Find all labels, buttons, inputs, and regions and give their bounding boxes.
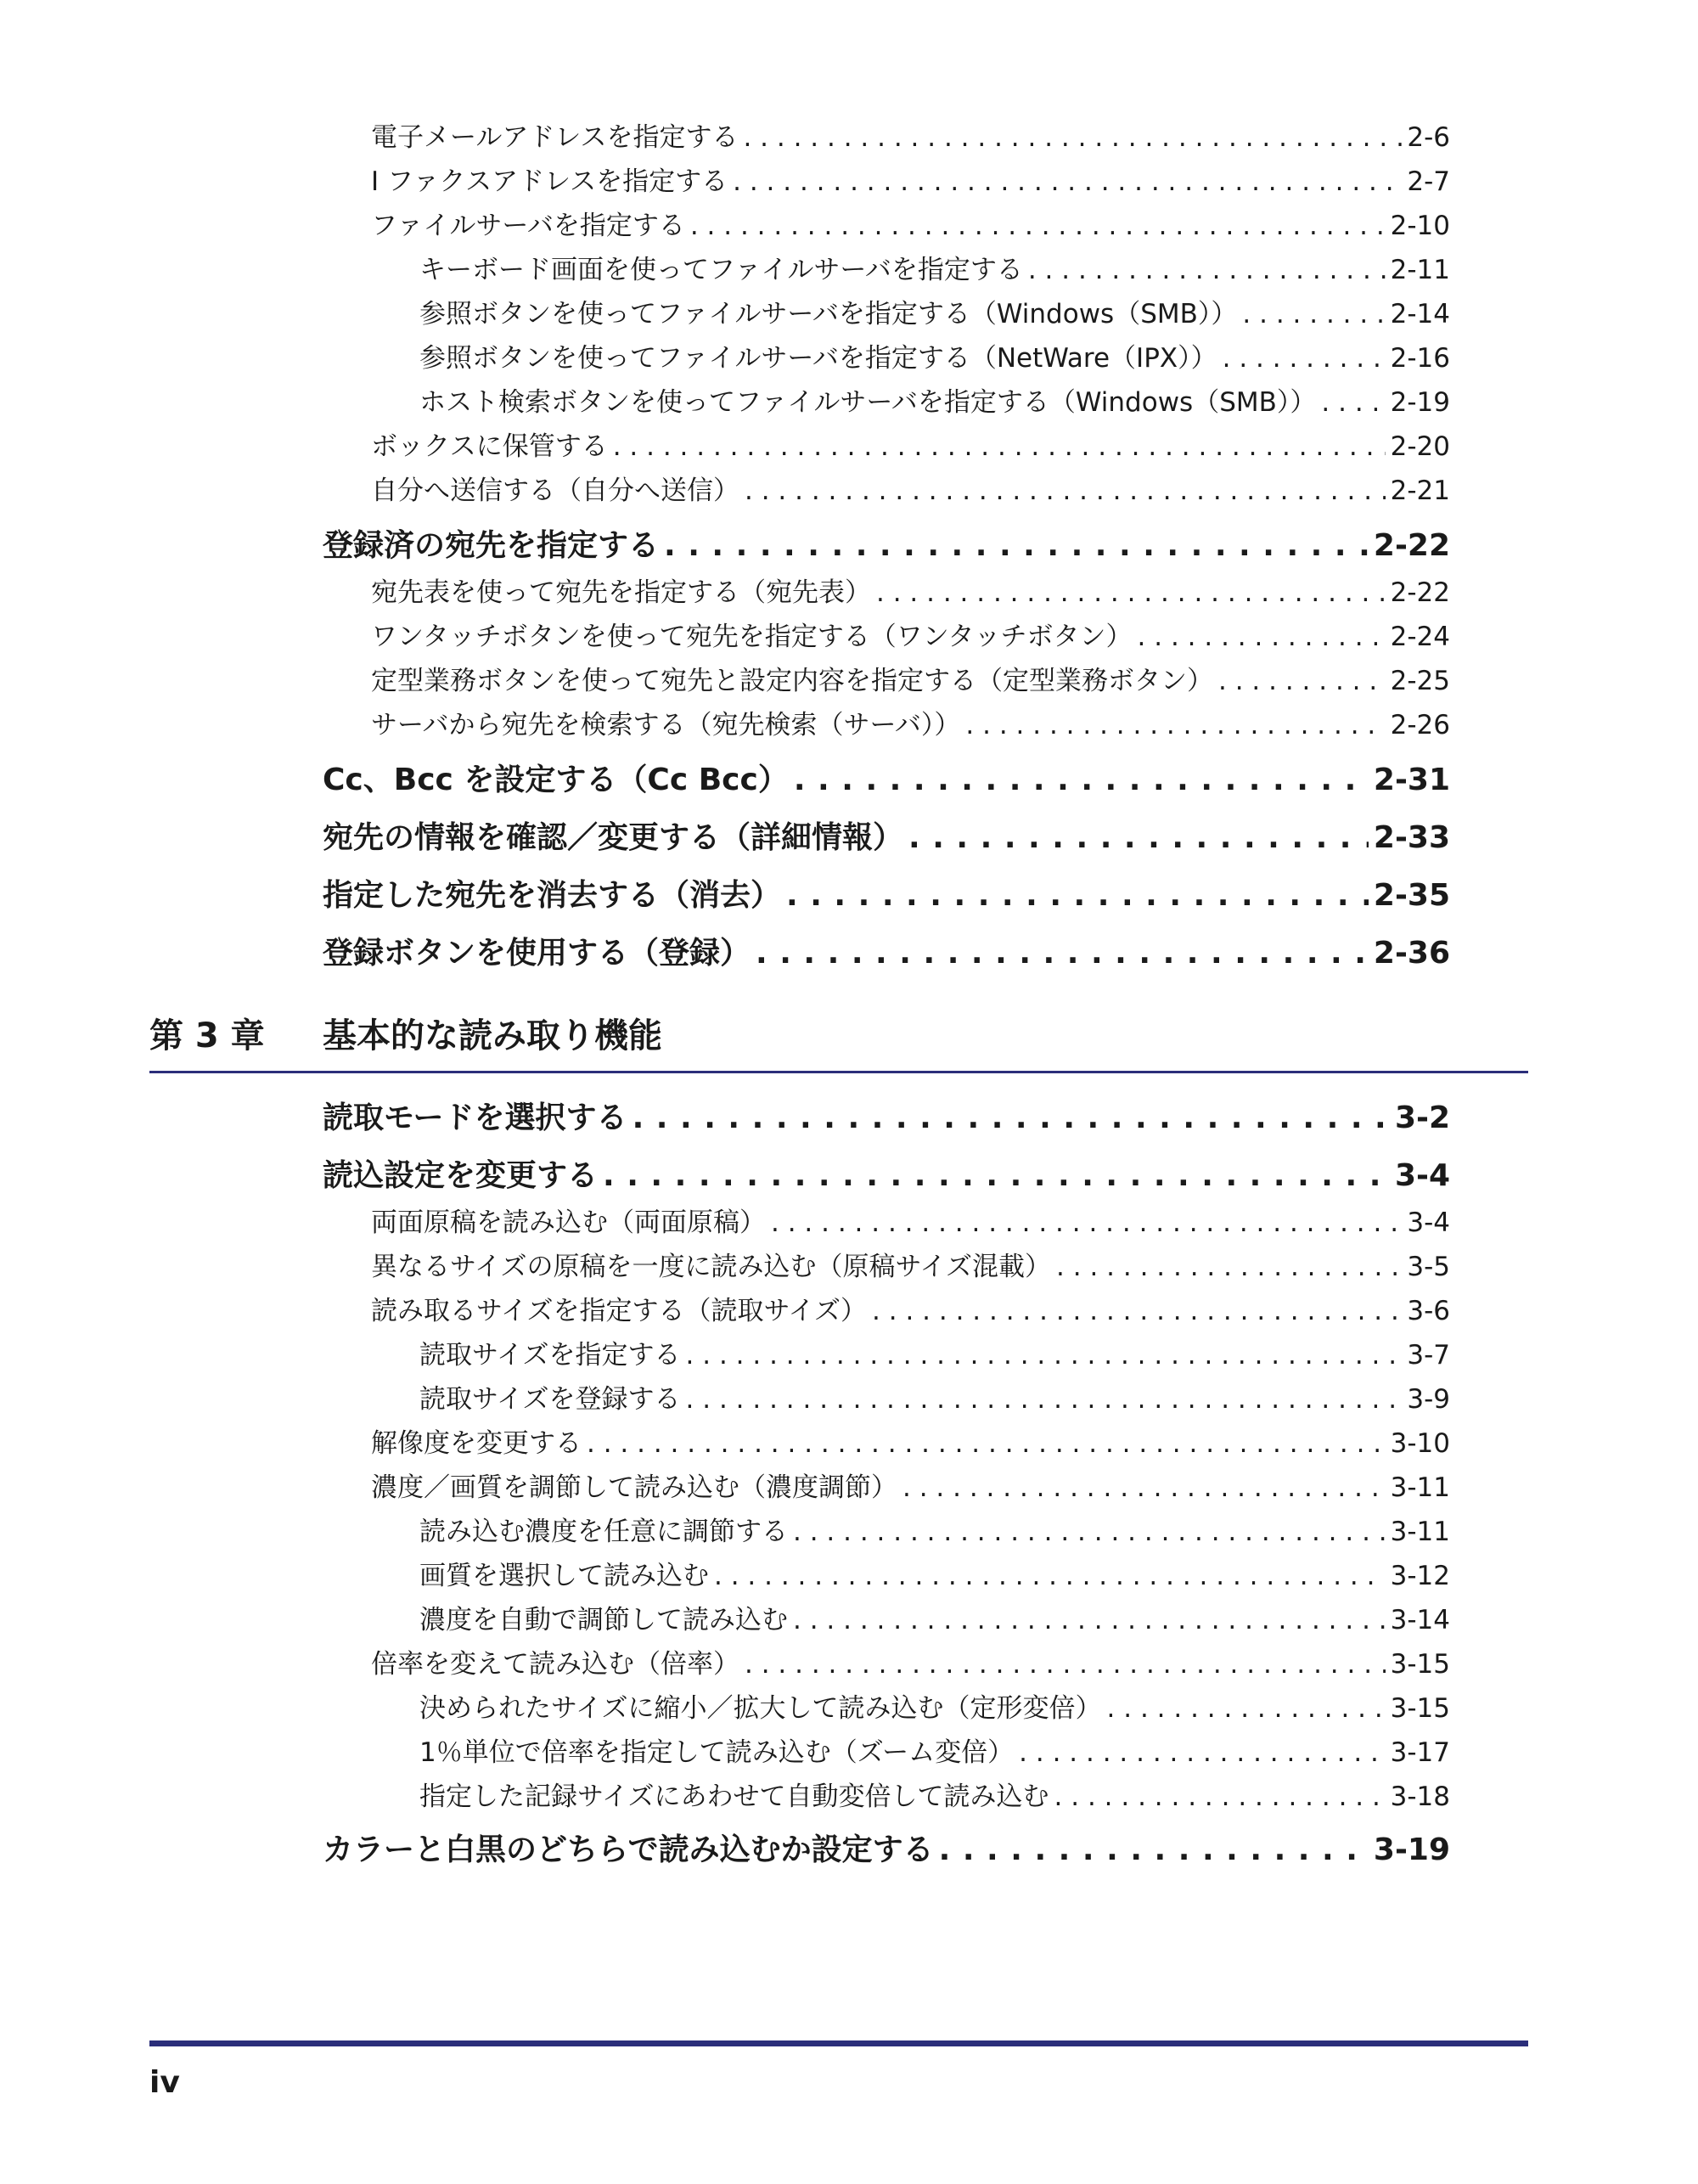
- toc-entry-title: 読取サイズを指定する: [419, 1340, 681, 1371]
- toc-entry[interactable]: [371, 659, 1450, 697]
- leader-dots: [793, 1605, 1386, 1635]
- toc-section-entry[interactable]: [323, 871, 1450, 915]
- toc-entry-page: 2-31: [1373, 763, 1450, 797]
- chapter-rule: [149, 1071, 1528, 1073]
- toc-entry-page: 3-15: [1390, 1649, 1450, 1680]
- toc-entry-title: 読込設定を変更する: [323, 1158, 599, 1193]
- toc-entry-title: 決められたサイズに縮小／拡大して読み込む（定形変倍）: [419, 1693, 1102, 1724]
- toc-entry-title: 指定した宛先を消去する（消去）: [323, 878, 782, 913]
- leader-dots: [686, 1384, 1403, 1415]
- toc-entry[interactable]: [419, 248, 1450, 286]
- leader-dots: [633, 1100, 1390, 1135]
- leader-dots: [745, 1649, 1386, 1680]
- toc-entry[interactable]: [419, 1686, 1450, 1725]
- toc-entry-page: 2-21: [1390, 476, 1450, 506]
- toc-entry-page: 3-9: [1407, 1384, 1450, 1415]
- leader-dots: [613, 431, 1386, 462]
- leader-dots: [743, 122, 1402, 153]
- toc-entry[interactable]: [419, 292, 1450, 330]
- toc-entry[interactable]: [419, 1731, 1450, 1769]
- toc-entry-title: 読取サイズを登録する: [419, 1384, 681, 1415]
- toc-entry-page: 2-24: [1390, 622, 1450, 652]
- toc-entry[interactable]: [371, 1245, 1450, 1283]
- toc-entry[interactable]: [371, 703, 1450, 741]
- toc-entry-page: 3-6: [1407, 1296, 1450, 1326]
- toc-section-entry[interactable]: [323, 1826, 1450, 1869]
- toc-entry-page: 2-10: [1390, 211, 1450, 241]
- leader-dots: [771, 1207, 1402, 1238]
- toc-entry-title: 異なるサイズの原稿を一度に読み込む（原稿サイズ混載）: [371, 1252, 1052, 1282]
- leader-dots: [756, 936, 1369, 971]
- toc-entry-title: 登録ボタンを使用する（登録）: [323, 936, 751, 971]
- toc-entry-page: 2-35: [1373, 878, 1450, 913]
- leader-dots: [1242, 299, 1385, 329]
- leader-dots: [965, 710, 1385, 740]
- toc-entry-title: 両面原稿を読み込む（両面原稿）: [371, 1207, 766, 1238]
- toc-entry[interactable]: [419, 1333, 1450, 1371]
- toc-entry-title: 定型業務ボタンを使って宛先と設定内容を指定する（定型業務ボタン）: [371, 666, 1213, 696]
- toc-section-entry[interactable]: [323, 521, 1450, 565]
- toc-entry-title: 電子メールアドレスを指定する: [371, 122, 739, 153]
- toc-entry-title: サーバから宛先を検索する（宛先検索（サーバ））: [371, 710, 961, 740]
- toc-section-entry[interactable]: [323, 1094, 1450, 1137]
- toc-entry[interactable]: [371, 571, 1450, 609]
- toc-entry[interactable]: [419, 380, 1450, 419]
- toc-entry-page: 2-16: [1390, 343, 1450, 374]
- toc-entry-page: 2-22: [1390, 577, 1450, 608]
- toc-entry[interactable]: [419, 1377, 1450, 1416]
- page-number: iv: [149, 2065, 180, 2100]
- toc-entry-page: 3-11: [1390, 1517, 1450, 1547]
- chapter-number: 第 3 章: [149, 1016, 265, 1055]
- leader-dots: [686, 1340, 1403, 1371]
- toc-entry[interactable]: [419, 336, 1450, 374]
- toc-entry-page: 3-7: [1407, 1340, 1450, 1371]
- toc-entry[interactable]: [371, 1466, 1450, 1504]
- toc-entry-title: 参照ボタンを使ってファイルサーバを指定する（Windows（SMB））: [419, 299, 1238, 329]
- leader-dots: [939, 1832, 1369, 1867]
- toc-entry-page: 2-20: [1390, 431, 1450, 462]
- toc-entry-title: 宛先表を使って宛先を指定する（宛先表）: [371, 577, 871, 608]
- toc-entry-page: 3-11: [1390, 1472, 1450, 1503]
- leader-dots: [902, 1472, 1386, 1503]
- leader-dots: [1107, 1693, 1386, 1724]
- toc-section-entry[interactable]: [323, 756, 1450, 799]
- leader-dots: [872, 1296, 1402, 1326]
- toc-entry-page: 3-5: [1407, 1252, 1450, 1282]
- leader-dots: [1218, 666, 1386, 696]
- toc-entry-page: 3-15: [1390, 1693, 1450, 1724]
- toc-entry-page: 3-14: [1390, 1605, 1450, 1635]
- toc-section-entry[interactable]: [323, 813, 1450, 857]
- leader-dots: [786, 878, 1369, 913]
- toc-entry[interactable]: [371, 204, 1450, 242]
- leader-dots: [1019, 1737, 1385, 1768]
- toc-section-entry[interactable]: [323, 1151, 1450, 1195]
- toc-entry[interactable]: [371, 615, 1450, 653]
- leader-dots: [1321, 387, 1385, 418]
- toc-entry-title: ボックスに保管する: [371, 431, 608, 462]
- toc-entry[interactable]: [419, 1598, 1450, 1636]
- toc-entry[interactable]: [371, 1201, 1450, 1239]
- toc-entry-title: 登録済の宛先を指定する: [323, 528, 660, 563]
- toc-entry-title: I ファクスアドレスを指定する: [371, 166, 728, 197]
- toc-entry-page: 2-14: [1390, 299, 1450, 329]
- toc-entry-page: 2-22: [1373, 528, 1450, 563]
- toc-section-entry[interactable]: [323, 929, 1450, 972]
- toc-entry-page: 2-7: [1407, 166, 1450, 197]
- toc-entry-title: 1％単位で倍率を指定して読み込む（ズーム変倍）: [419, 1737, 1015, 1768]
- leader-dots: [876, 577, 1386, 608]
- toc-entry[interactable]: [371, 1642, 1450, 1680]
- toc-entry-title: 宛先の情報を確認／変更する（詳細情報）: [323, 820, 904, 855]
- toc-entry-title: カラーと白黒のどちらで読み込むか設定する: [323, 1832, 934, 1867]
- toc-entry-title: 解像度を変更する: [371, 1428, 582, 1459]
- toc-entry[interactable]: [371, 1289, 1450, 1327]
- toc-entry[interactable]: [371, 425, 1450, 463]
- toc-entry-page: 3-19: [1373, 1832, 1450, 1867]
- toc-entry[interactable]: [371, 469, 1450, 507]
- leader-dots: [664, 528, 1369, 563]
- leader-dots: [1138, 622, 1386, 652]
- toc-entry-title: ファイルサーバを指定する: [371, 211, 685, 241]
- footer-rule: [149, 2040, 1528, 2046]
- leader-dots: [793, 1517, 1386, 1547]
- toc-entry[interactable]: [419, 1510, 1450, 1548]
- toc-entry-page: 2-11: [1390, 255, 1450, 285]
- toc-entry[interactable]: [371, 1421, 1450, 1460]
- toc-entry-title: ワンタッチボタンを使って宛先を指定する（ワンタッチボタン）: [371, 622, 1133, 652]
- leader-dots: [1223, 343, 1386, 374]
- toc-entry-page: 3-18: [1390, 1782, 1450, 1812]
- toc-entry-page: 3-4: [1407, 1207, 1450, 1238]
- toc-entry-page: 3-12: [1390, 1561, 1450, 1591]
- toc-entry-page: 2-19: [1390, 387, 1450, 418]
- leader-dots: [1056, 1252, 1402, 1282]
- leader-dots: [794, 763, 1369, 797]
- toc-entry-title: 読み込む濃度を任意に調節する: [419, 1517, 788, 1547]
- leader-dots: [908, 820, 1369, 855]
- chapter-title: 基本的な読み取り機能: [323, 1016, 662, 1055]
- toc-entry[interactable]: [371, 115, 1450, 154]
- leader-dots: [603, 1158, 1390, 1193]
- leader-dots: [1028, 255, 1386, 285]
- toc-entry-page: 2-36: [1373, 936, 1450, 971]
- leader-dots: [1054, 1782, 1386, 1812]
- toc-entry-title: 読取モードを選択する: [323, 1100, 627, 1135]
- toc-entry-title: 読み取るサイズを指定する（読取サイズ）: [371, 1296, 868, 1326]
- toc-entry-title: ホスト検索ボタンを使ってファイルサーバを指定する（Windows（SMB））: [419, 387, 1317, 418]
- toc-entry-page: 2-6: [1407, 122, 1450, 153]
- toc-entry-page: 3-4: [1394, 1158, 1450, 1193]
- toc-entry-title: 画質を選択して読み込む: [419, 1561, 709, 1591]
- toc-entry-title: Cc、Bcc を設定する（Cc Bcc）: [323, 763, 789, 797]
- leader-dots: [690, 211, 1386, 241]
- toc-entry[interactable]: [419, 1775, 1450, 1813]
- toc-entry-title: 濃度を自動で調節して読み込む: [419, 1605, 788, 1635]
- leader-dots: [745, 476, 1386, 506]
- toc-entry-title: 濃度／画質を調節して読み込む（濃度調節）: [371, 1472, 897, 1503]
- toc-entry-title: 参照ボタンを使ってファイルサーバを指定する（NetWare（IPX））: [419, 343, 1217, 374]
- leader-dots: [587, 1428, 1386, 1459]
- toc-entry-page: 3-2: [1394, 1100, 1450, 1135]
- leader-dots: [714, 1561, 1386, 1591]
- toc-entry-title: 自分へ送信する（自分へ送信）: [371, 476, 739, 506]
- toc-entry-title: 指定した記録サイズにあわせて自動変倍して読み込む: [419, 1782, 1049, 1812]
- toc-entry-page: 2-25: [1390, 666, 1450, 696]
- toc-entry-title: キーボード画面を使ってファイルサーバを指定する: [419, 255, 1023, 285]
- toc-entry-page: 3-10: [1390, 1428, 1450, 1459]
- toc-entry-title: 倍率を変えて読み込む（倍率）: [371, 1649, 739, 1680]
- toc-entry-page: 3-17: [1390, 1737, 1450, 1768]
- toc-entry[interactable]: [371, 160, 1450, 198]
- toc-entry-page: 2-33: [1373, 820, 1450, 855]
- leader-dots: [733, 166, 1402, 197]
- toc-entry[interactable]: [419, 1554, 1450, 1592]
- toc-entry-page: 2-26: [1390, 710, 1450, 740]
